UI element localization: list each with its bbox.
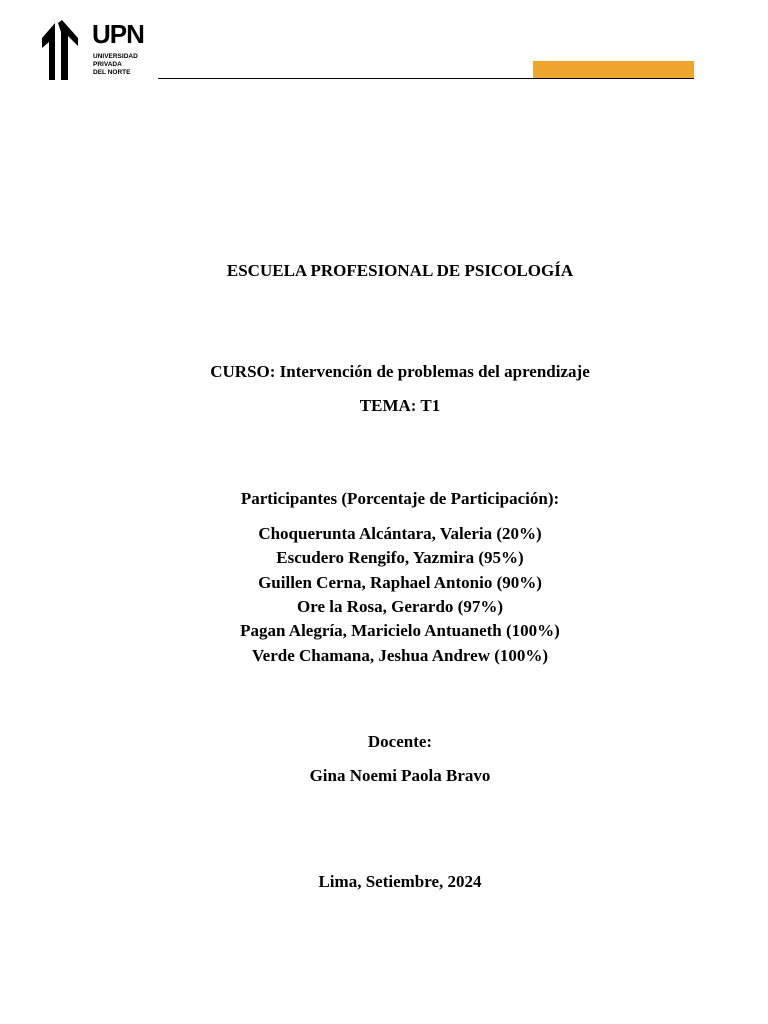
participants-heading: Participantes (Porcentaje de Participación):	[240, 489, 560, 508]
logo-sub-line: UNIVERSIDAD	[93, 53, 138, 60]
teacher-name: Gina Noemi Paola Bravo	[309, 766, 491, 785]
participant-item: Guillen Cerna, Raphael Antonio (90%)	[258, 573, 542, 592]
participant-item: Ore la Rosa, Gerardo (97%)	[296, 597, 503, 616]
university-logo	[42, 20, 142, 84]
header-rule	[158, 78, 694, 79]
teacher-heading: Docente:	[367, 732, 433, 751]
participant-item: Verde Chamana, Jeshua Andrew (100%)	[251, 646, 549, 665]
place-date: Lima, Setiembre, 2024	[318, 872, 482, 891]
page-header	[0, 0, 768, 90]
logo-subtitle	[93, 53, 153, 77]
logo-sub-line: DEL NORTE	[93, 69, 131, 76]
participant-item: Escudero Rengifo, Yazmira (95%)	[276, 548, 524, 567]
header-accent-bar	[533, 61, 694, 78]
school-title: ESCUELA PROFESIONAL DE PSICOLOGÍA	[226, 261, 574, 280]
logo-sub-line: PRIVADA	[93, 61, 122, 68]
upn-arrow-logo-icon	[42, 20, 88, 82]
logo-wordmark: UPN	[92, 19, 144, 49]
participant-item: Pagan Alegría, Maricielo Antuaneth (100%)	[240, 621, 560, 640]
participant-item: Choquerunta Alcántara, Valeria (20%)	[258, 524, 542, 543]
topic-line: TEMA: T1	[359, 396, 441, 415]
course-line: CURSO: Intervención de problemas del aprendizaje	[210, 362, 590, 381]
